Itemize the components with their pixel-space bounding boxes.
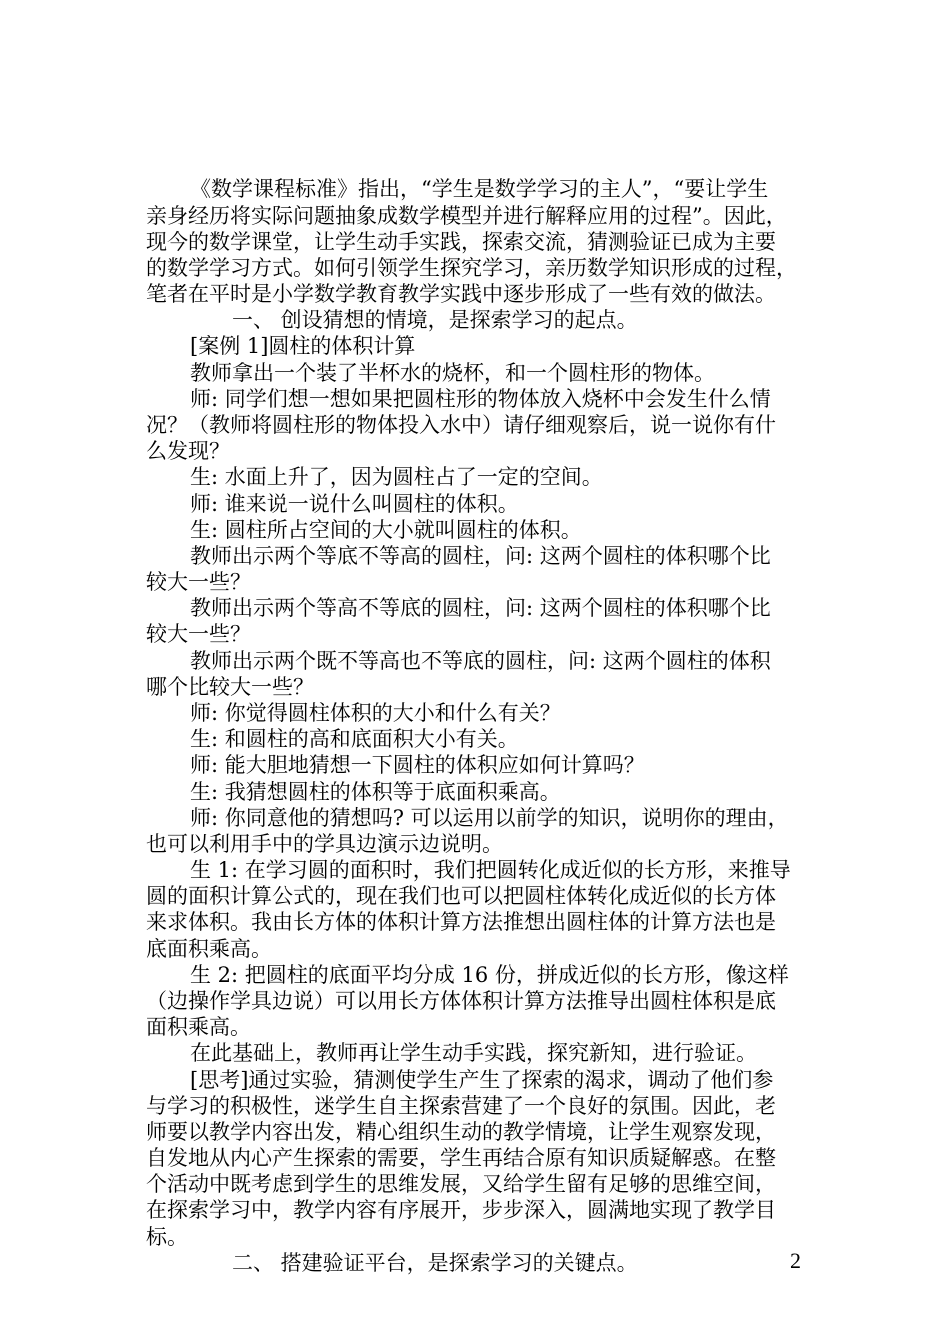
text-line: 底面积乘高。 (146, 937, 272, 961)
text-line: 师: 你觉得圆柱体积的大小和什么有关？ (190, 701, 561, 725)
text-line: 标。 (146, 1225, 188, 1249)
text-line: 师: 能大胆地猜想一下圆柱的体积应如何计算吗？ (190, 753, 645, 777)
text-line: 圆的面积计算公式的，现在我们也可以把圆柱体转化成近似的长方体 (146, 884, 776, 908)
text-line: 在探索学习中，教学内容有序展开，步步深入，圆满地实现了教学目 (146, 1198, 776, 1222)
text-line: 生: 水面上升了，因为圆柱占了一定的空间。 (190, 465, 603, 489)
text-line: 与学习的积极性，迷学生自主探索营建了一个良好的氛围。因此，老 (146, 1094, 776, 1118)
text-line: 生: 圆柱所占空间的大小就叫圆柱的体积。 (190, 518, 582, 542)
text-line: 《数学课程标准》指出，“学生是数学学习的主人”，“要让学生 (190, 177, 769, 201)
text-line: 来求体积。我由长方体的体积计算方法推想出圆柱体的计算方法也是 (146, 910, 776, 934)
text-line: 在此基础上，教师再让学生动手实践，探究新知，进行验证。 (190, 1041, 757, 1065)
text-line: 教师出示两个等底不等高的圆柱，问: 这两个圆柱的体积哪个比 (190, 544, 771, 568)
text-line: 生 2: 把圆柱的底面平均分成 16 份，拼成近似的长方形，像这样 (190, 963, 789, 987)
text-line: [案例 1]圆柱的体积计算 (190, 334, 416, 358)
text-line: 生: 我猜想圆柱的体积等于底面积乘高。 (190, 780, 561, 804)
text-line: 的数学学习方式。如何引领学生探究学习，亲历数学知识形成的过程， (146, 256, 797, 280)
text-line: 二、 搭建验证平台，是探索学习的关键点。 (232, 1251, 638, 1275)
text-line: 教师拿出一个装了半杯水的烧杯，和一个圆柱形的物体。 (190, 361, 715, 385)
text-line: [思考]通过实验，猜测使学生产生了探索的渴求，调动了他们参 (190, 1068, 774, 1092)
text-line: 教师出示两个等高不等底的圆柱，问: 这两个圆柱的体积哪个比 (190, 596, 771, 620)
text-line: 师: 谁来说一说什么叫圆柱的体积。 (190, 492, 519, 516)
text-line: 师: 同学们想一想如果把圆柱形的物体放入烧杯中会发生什么情 (190, 387, 771, 411)
text-line: 教师出示两个既不等高也不等底的圆柱，问: 这两个圆柱的体积 (190, 649, 771, 673)
text-line: 哪个比较大一些？ (146, 675, 314, 699)
text-line: 较大一些？ (146, 622, 251, 646)
text-line: 现今的数学课堂，让学生动手实践，探索交流，猜测验证已成为主要 (146, 230, 776, 254)
text-line: 也可以利用手中的学具边演示边说明。 (146, 832, 503, 856)
text-line: 亲身经历将实际问题抽象成数学模型并进行解释应用的过程”。因此， (146, 204, 787, 228)
text-line: 么发现？ (146, 439, 230, 463)
text-line: 况？（教师将圆柱形的物体投入水中）请仔细观察后，说一说你有什 (146, 413, 776, 437)
text-line: 师要以教学内容出发，精心组织生动的教学情境，让学生观察发现， (146, 1120, 776, 1144)
text-line: 自发地从内心产生探索的需要，学生再结合原有知识质疑解惑。在整 (146, 1146, 776, 1170)
text-line: 一、 创设猜想的情境，是探索学习的起点。 (232, 308, 638, 332)
text-line: 生 1: 在学习圆的面积时，我们把圆转化成近似的长方形，来推导 (190, 858, 791, 882)
text-line: 个活动中既考虑到学生的思维发展，又给学生留有足够的思维空间， (146, 1172, 776, 1196)
text-line: 师: 你同意他的猜想吗? 可以运用以前学的知识，说明你的理由， (190, 806, 789, 830)
text-line: 笔者在平时是小学数学教育教学实践中逐步形成了一些有效的做法。 (146, 282, 776, 306)
text-line: （边操作学具边说）可以用长方体体积计算方法推导出圆柱体积是底 (146, 989, 776, 1013)
text-line: 生: 和圆柱的高和底面积大小有关。 (190, 727, 519, 751)
text-line: 面积乘高。 (146, 1015, 251, 1039)
page-number: 2 (790, 1248, 801, 1273)
text-line: 较大一些？ (146, 570, 251, 594)
